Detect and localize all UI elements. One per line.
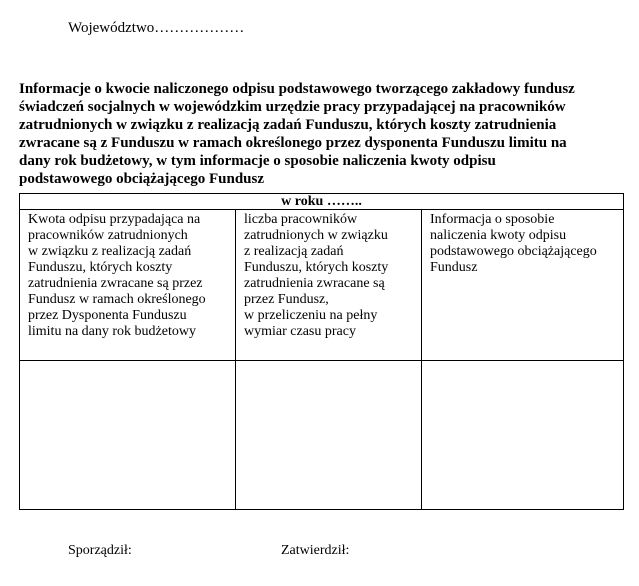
allowance-amount-entry-cell[interactable] bbox=[20, 361, 236, 510]
column-header-line: liczba pracowników bbox=[244, 212, 358, 227]
column-header-line: zatrudnienia zwracane są bbox=[244, 276, 385, 291]
column-header-line: przez Dysponenta Funduszu bbox=[28, 308, 187, 323]
document-title-line: Informacje o kwocie naliczonego odpisu podstawowego tworzącego zakładowy fundusz bbox=[19, 81, 575, 97]
column-header-line: w związku z realizacją zadań bbox=[28, 244, 192, 259]
column-header-calculation-method bbox=[422, 210, 624, 361]
column-header-line: pracowników zatrudnionych bbox=[28, 228, 188, 243]
column-header-line: wymiar czasu pracy bbox=[244, 324, 356, 339]
prepared-by-label: Sporządził: bbox=[68, 543, 132, 558]
year-row bbox=[20, 194, 624, 210]
column-header-line: zatrudnionych w związku bbox=[244, 228, 388, 243]
column-header-line: Fundusz w ramach określonego bbox=[28, 292, 206, 307]
column-header-employee-count bbox=[236, 210, 422, 361]
document-title-line: podstawowego obciążającego Fundusz bbox=[19, 171, 265, 187]
column-header-line: zatrudnienia zwracane są przez bbox=[28, 276, 203, 291]
column-header-line: z realizacją zadań bbox=[244, 244, 344, 259]
column-header-line: w przeliczeniu na pełny bbox=[244, 308, 378, 323]
employee-count-entry-cell[interactable] bbox=[236, 361, 422, 510]
column-header-line: Funduszu, których koszty bbox=[244, 260, 389, 275]
document-title bbox=[19, 80, 619, 188]
column-header-line: podstawowego obciążającego bbox=[430, 244, 597, 259]
column-header-line: przez Fundusz, bbox=[244, 292, 329, 307]
column-header-row bbox=[20, 210, 624, 361]
column-header-line: naliczenia kwoty odpisu bbox=[430, 228, 567, 243]
column-header-line: Fundusz bbox=[430, 260, 478, 275]
document-title-line: zwracane są z Funduszu w ramach określonego przez dysponenta Funduszu limitu na bbox=[19, 135, 567, 151]
column-header-line: Funduszu, których koszty bbox=[28, 260, 173, 275]
calculation-method-entry-cell[interactable] bbox=[422, 361, 624, 510]
column-header-allowance-amount bbox=[20, 210, 236, 361]
document-title-line: świadczeń socjalnych w wojewódzkim urzędzie pracy przypadającej na pracowników bbox=[19, 99, 566, 115]
year-header-cell: w roku …….. bbox=[20, 194, 624, 210]
document-title-line: dany rok budżetowy, w tym informacje o sposobie naliczenia kwoty odpisu bbox=[19, 153, 496, 169]
document-title-line: zatrudnionych w związku z realizacją zadań Funduszu, których koszty zatrudnienia bbox=[19, 117, 557, 133]
column-header-line: limitu na dany rok budżetowy bbox=[28, 324, 196, 339]
data-entry-row bbox=[20, 361, 624, 510]
voivodeship-field-label: Województwo……………… bbox=[68, 20, 245, 36]
column-header-line: Informacja o sposobie bbox=[430, 212, 555, 227]
column-header-line: Kwota odpisu przypadająca na bbox=[28, 212, 201, 227]
allowance-table bbox=[19, 193, 624, 510]
approved-by-label: Zatwierdził: bbox=[281, 543, 350, 558]
